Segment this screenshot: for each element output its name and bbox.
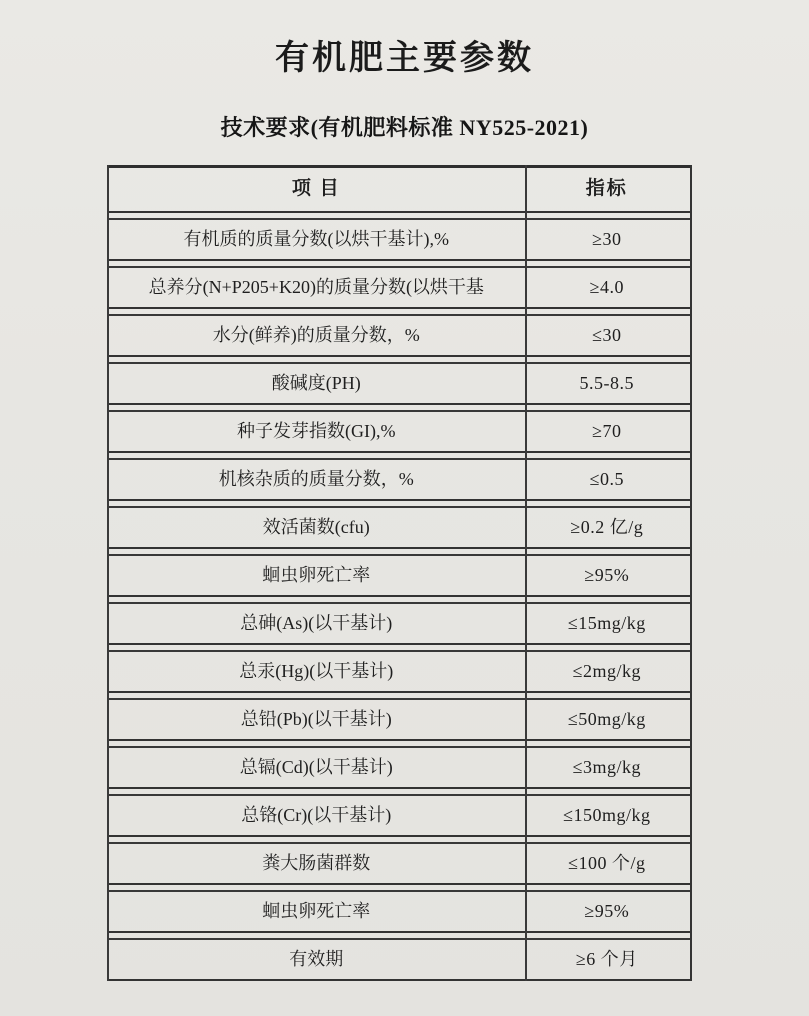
item-cell: 酸碱度(PH) <box>271 372 361 393</box>
table-row <box>109 266 690 309</box>
item-cell: 水分(鲜养)的质量分数，% <box>212 324 420 345</box>
item-cell: 机核杂质的质量分数，% <box>218 468 414 489</box>
table-row <box>109 458 690 501</box>
table-row <box>109 218 690 261</box>
value-cell: ≥70 <box>592 420 622 441</box>
item-cell: 总砷(As)(以干基计) <box>240 612 393 633</box>
value-cell: ≤15mg/kg <box>567 612 646 633</box>
table-body <box>109 218 690 981</box>
value-cell: ≤2mg/kg <box>572 660 641 681</box>
item-cell: 有效期 <box>289 948 344 969</box>
value-cell: ≥30 <box>592 228 622 249</box>
table-row <box>109 506 690 549</box>
table-row <box>109 746 690 789</box>
item-cell: 效活菌数(cfu) <box>262 516 370 537</box>
table-row <box>109 794 690 837</box>
value-cell: ≥0.2 亿/g <box>570 516 644 537</box>
header-item-column: 项 目 <box>291 178 341 200</box>
table-row <box>109 554 690 597</box>
value-cell: ≤50mg/kg <box>567 708 646 729</box>
column-divider-line <box>525 165 527 981</box>
item-cell: 总汞(Hg)(以干基计) <box>239 660 394 681</box>
table-row <box>109 650 690 693</box>
value-cell: ≤3mg/kg <box>572 756 641 777</box>
section-subtitle: 技术要求(有机肥料标准 NY525-2021) <box>220 115 589 140</box>
table-row <box>109 938 690 981</box>
parameters-table <box>107 165 692 981</box>
value-cell: ≤100 个/g <box>568 852 646 873</box>
table-row <box>109 698 690 741</box>
item-cell: 蛔虫卵死亡率 <box>262 564 371 585</box>
table-row <box>109 314 690 357</box>
value-cell: ≥95% <box>584 564 630 585</box>
item-cell: 有机质的质量分数(以烘干基计),% <box>183 228 450 249</box>
table-row <box>109 362 690 405</box>
table-header-row <box>109 165 690 213</box>
item-cell: 总镉(Cd)(以干基计) <box>239 756 393 777</box>
item-cell: 总铅(Pb)(以干基计) <box>240 708 392 729</box>
value-cell: ≥4.0 <box>589 276 624 297</box>
item-cell: 总铬(Cr)(以干基计) <box>241 804 392 825</box>
table-row <box>109 842 690 885</box>
value-cell: ≥6 个月 <box>575 948 638 969</box>
item-cell: 蛔虫卵死亡率 <box>262 900 371 921</box>
item-cell: 种子发芽指数(GI),% <box>237 420 396 441</box>
item-cell: 总养分(N+P205+K20)的质量分数(以烘干基 <box>148 276 484 297</box>
table-row <box>109 890 690 933</box>
header-value-column: 指标 <box>585 178 628 200</box>
value-cell: ≤150mg/kg <box>563 804 651 825</box>
table-row <box>109 602 690 645</box>
table-row <box>109 410 690 453</box>
page-title: 有机肥主要参数 <box>275 40 534 77</box>
value-cell: ≤0.5 <box>589 468 624 489</box>
value-cell: ≤30 <box>592 324 622 345</box>
value-cell: ≥95% <box>584 900 630 921</box>
value-cell: 5.5-8.5 <box>579 372 635 393</box>
item-cell: 粪大肠菌群数 <box>262 852 371 873</box>
